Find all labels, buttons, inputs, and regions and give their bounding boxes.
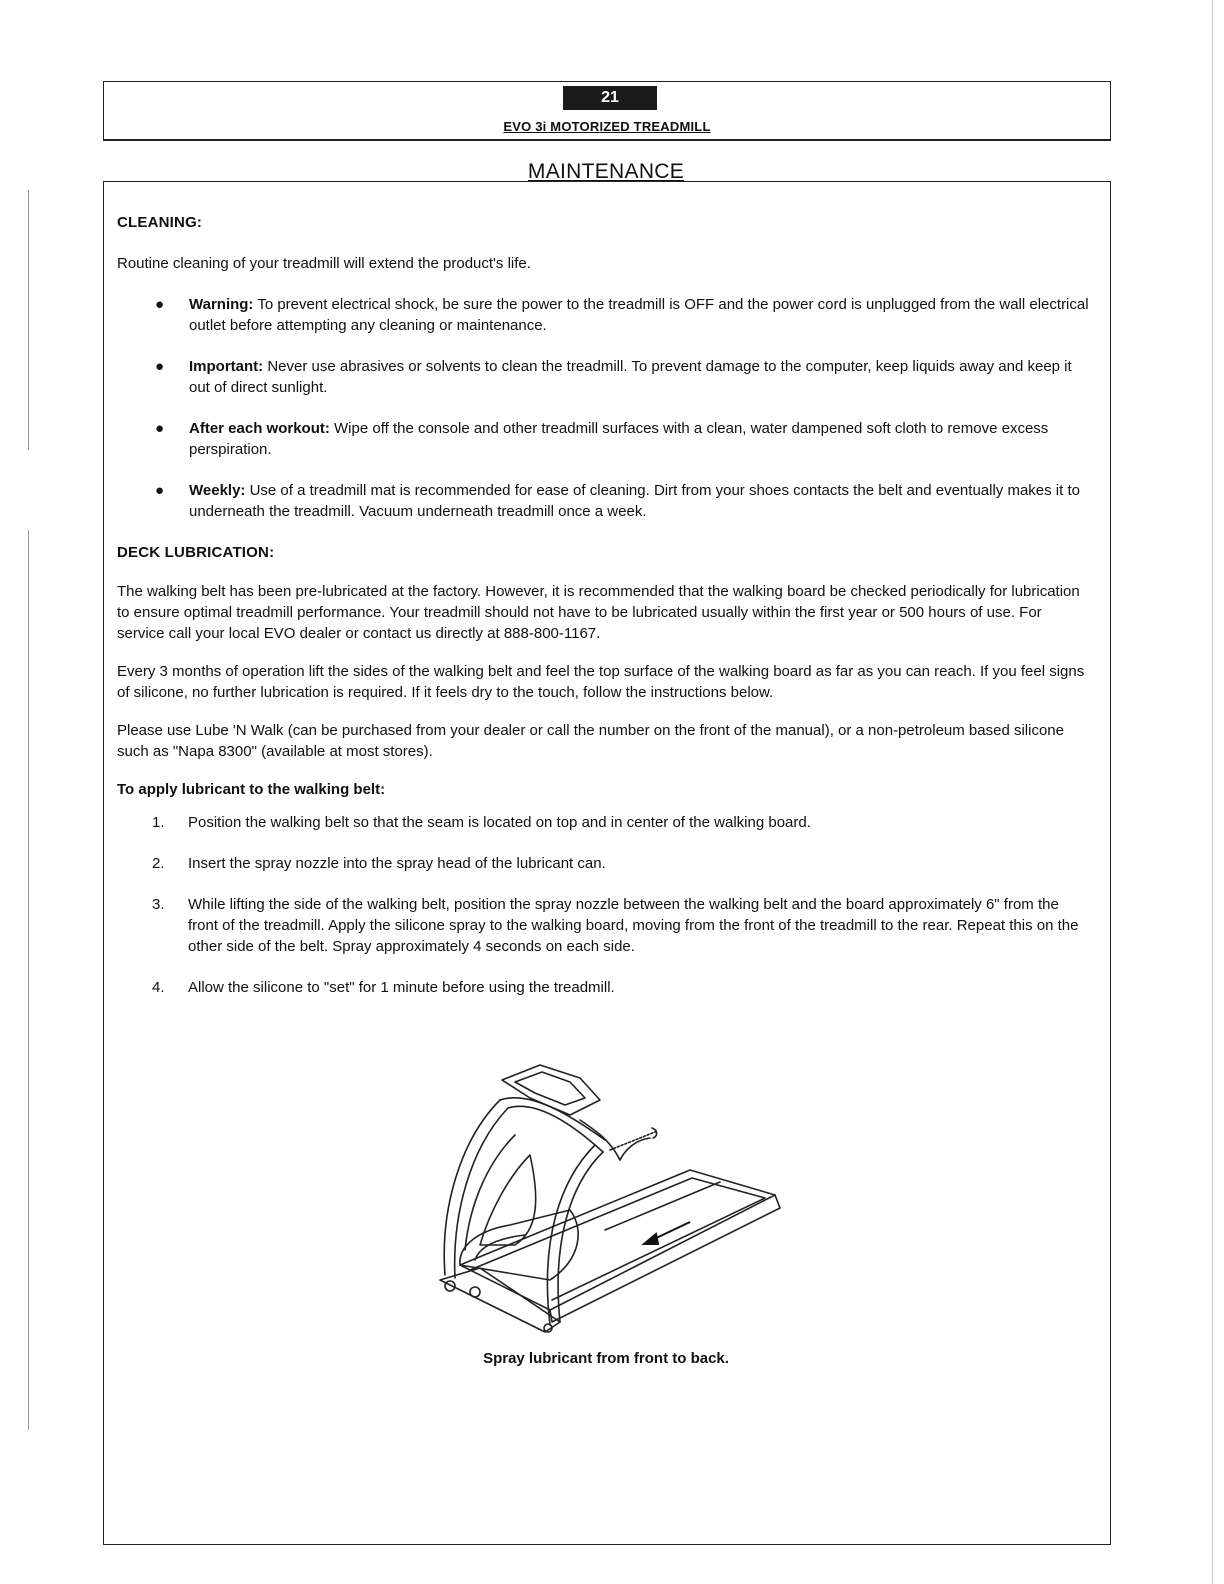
section-title: MAINTENANCE (527, 160, 685, 183)
list-item (117, 977, 1092, 998)
scan-edge-line (28, 530, 29, 1430)
list-item (117, 894, 1092, 957)
lubrication-paragraph: The walking belt has been pre-lubricated at the factory. However, it is recommended that the walking board be checked periodically for lubrication to ensure optimal treadmill performance. Your treadmill should not have to be lubricated usually within the first year or 500 hours of use. For service call your local EVO dealer or contact us directly at 888-800-1167. (117, 583, 1080, 642)
page-content (117, 212, 1092, 1018)
cleaning-intro: Routine cleaning of your treadmill will extend the product's life. (117, 255, 531, 272)
apply-lubricant-heading: To apply lubricant to the walking belt: (117, 781, 386, 798)
bullet-icon: ● (155, 420, 165, 437)
direction-arrow-icon (644, 1222, 690, 1244)
bullet-icon: ● (155, 482, 165, 499)
lubrication-steps (117, 812, 1092, 998)
list-item (117, 356, 1092, 398)
bullet-icon: ● (155, 296, 165, 313)
document-title: EVO 3i MOTORIZED TREADMILL (503, 119, 711, 134)
step-text: Allow the silicone to "set" for 1 minute before using the treadmill. (188, 979, 615, 996)
bullet-text: Use of a treadmill mat is recommended for ease of cleaning. Dirt from your shoes contacts the belt and eventually makes it to underneath the treadmill. Vacuum underneath treadmill once a week. (189, 482, 1080, 520)
deck-lubrication-heading: DECK LUBRICATION: (117, 544, 275, 561)
list-item (117, 480, 1092, 522)
treadmill-illustration (420, 1060, 800, 1340)
list-item (117, 294, 1092, 336)
page-header (103, 81, 1111, 141)
scan-edge-line (28, 190, 29, 450)
step-number: 3. (152, 896, 165, 913)
step-number: 4. (152, 979, 165, 996)
list-item (117, 418, 1092, 460)
scan-edge-line (1212, 0, 1213, 1584)
bullet-text: Wipe off the console and other treadmill surfaces with a clean, water dampened soft cloth to remove excess perspiration. (189, 420, 1049, 458)
bullet-label: After each workout: (189, 420, 330, 437)
cleaning-bullet-list (117, 294, 1092, 522)
bullet-label: Important: (189, 358, 264, 375)
step-text: While lifting the side of the walking belt, position the spray nozzle between the walking belt and the board approximately 6" from the front of the treadmill. Apply the silicone spray to the walking board, moving from the front of the treadmill to the rear. Repeat this on the other side of the belt. Spray approximately 4 seconds on each side. (188, 896, 1079, 955)
lubrication-paragraph: Every 3 months of operation lift the sides of the walking belt and feel the top surface of the walking board as far as you can reach. If you feel signs of silicone, no further lubrication is required. If it feels dry to the touch, follow the instructions below. (117, 663, 1085, 701)
step-number: 1. (152, 814, 165, 831)
step-number: 2. (152, 855, 165, 872)
step-text: Position the walking belt so that the seam is located on top and in center of the walking board. (188, 814, 811, 831)
list-item (117, 853, 1092, 874)
bullet-text: Never use abrasives or solvents to clean the treadmill. To prevent damage to the computer, keep liquids away and keep it out of direct sunlight. (189, 358, 1072, 396)
figure-caption: Spray lubricant from front to back. (483, 1350, 729, 1367)
bullet-text: To prevent electrical shock, be sure the power to the treadmill is OFF and the power cord is unplugged from the wall electrical outlet before attempting any cleaning or maintenance. (189, 296, 1089, 334)
page-number: 21 (563, 86, 657, 110)
lubrication-paragraph: Please use Lube 'N Walk (can be purchased from your dealer or call the number on the front of the manual), or a non-petroleum based silicone such as "Napa 8300" (available at most stores). (117, 722, 1064, 760)
bullet-label: Warning: (189, 296, 254, 313)
list-item (117, 812, 1092, 833)
step-text: Insert the spray nozzle into the spray head of the lubricant can. (188, 855, 606, 872)
bullet-label: Weekly: (189, 482, 246, 499)
cleaning-heading: CLEANING: (117, 214, 203, 231)
bullet-icon: ● (155, 358, 165, 375)
